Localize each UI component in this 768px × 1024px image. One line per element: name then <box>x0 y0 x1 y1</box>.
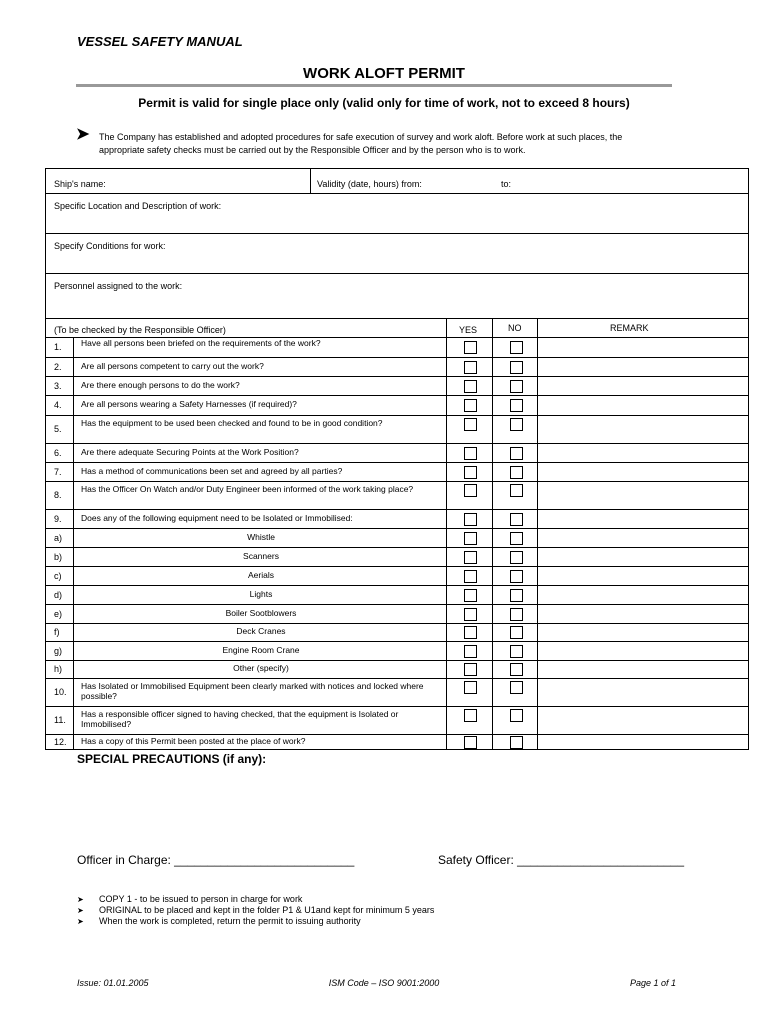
note-item: ➤ When the work is completed, return the permit to issuing authority <box>77 916 361 926</box>
row-number: a) <box>54 532 63 543</box>
row-divider <box>46 678 748 679</box>
row-divider <box>46 604 748 605</box>
row-divider <box>46 547 748 548</box>
officer-in-charge-signature: Officer in Charge: ___________________________ <box>77 853 355 867</box>
note-item: ➤ COPY 1 - to be issued to person in charge for work <box>77 894 303 904</box>
equipment-item: Engine Room Crane <box>222 644 300 655</box>
question-column-line <box>446 318 447 750</box>
yes-checkbox[interactable] <box>464 709 477 722</box>
no-checkbox[interactable] <box>510 380 523 393</box>
divider <box>46 273 748 274</box>
distribution-notes <box>77 894 434 927</box>
checklist-header-label: (To be checked by the Responsible Officer) <box>54 325 226 335</box>
safety-officer-signature: Safety Officer: _________________________ <box>438 853 684 867</box>
yes-checkbox[interactable] <box>464 447 477 460</box>
row-number: 11. <box>54 715 66 725</box>
yes-checkbox[interactable] <box>464 341 477 354</box>
no-checkbox[interactable] <box>510 532 523 545</box>
row-number: 8. <box>54 490 62 500</box>
row-number: c) <box>54 570 62 581</box>
row-number: 7. <box>54 466 62 477</box>
no-checkbox[interactable] <box>510 645 523 658</box>
intro-paragraph: The Company has established and adopted procedures for safe execution of survey and work aloft. Before work at such places, the appropriate safety checks must be carried out by the Responsible Officer and by the person who is to work. <box>99 132 623 155</box>
row-number: 4. <box>54 400 62 410</box>
row-divider <box>46 376 748 377</box>
yes-column-line <box>492 318 493 750</box>
location-label: Specific Location and Description of work: <box>54 201 222 211</box>
no-checkbox[interactable] <box>510 551 523 564</box>
row-number: e) <box>54 608 63 619</box>
title-underline <box>76 84 672 87</box>
equipment-item: Scanners <box>243 550 279 561</box>
row-divider <box>46 481 748 482</box>
divider <box>46 193 748 194</box>
row-number: 10. <box>54 687 67 697</box>
yes-checkbox[interactable] <box>464 466 477 479</box>
row-number: 12. <box>54 737 67 747</box>
yes-checkbox[interactable] <box>464 645 477 658</box>
row-divider <box>46 623 748 624</box>
row-number: 5. <box>54 424 62 434</box>
yes-checkbox[interactable] <box>464 513 477 526</box>
yes-checkbox[interactable] <box>464 418 477 431</box>
yes-checkbox[interactable] <box>464 570 477 583</box>
checklist-question: Are all persons competent to carry out the work? <box>81 360 264 371</box>
no-checkbox[interactable] <box>510 418 523 431</box>
row-number: 2. <box>54 361 62 372</box>
no-checkbox[interactable] <box>510 570 523 583</box>
equipment-item: Whistle <box>247 531 275 542</box>
ships-name-label: Ship's name: <box>54 179 106 189</box>
field-divider <box>310 169 311 193</box>
checklist-question: Are all persons wearing a Safety Harnesses (if required)? <box>81 399 297 409</box>
page-title: WORK ALOFT PERMIT <box>303 65 465 82</box>
no-checkbox[interactable] <box>510 626 523 639</box>
personnel-label: Personnel assigned to the work: <box>54 281 183 291</box>
no-checkbox[interactable] <box>510 361 523 374</box>
row-divider <box>46 415 748 416</box>
row-divider <box>46 660 748 661</box>
no-checkbox[interactable] <box>510 681 523 694</box>
checklist-question: Has a responsible officer signed to having checked, that the equipment is Isolated or Immobilised? <box>81 709 399 729</box>
divider <box>46 318 748 319</box>
permit-form <box>45 168 749 750</box>
yes-checkbox[interactable] <box>464 361 477 374</box>
yes-checkbox[interactable] <box>464 608 477 621</box>
no-checkbox[interactable] <box>510 341 523 354</box>
checklist-question: Does any of the following equipment need to be Isolated or Immobilised: <box>81 512 353 523</box>
no-checkbox[interactable] <box>510 589 523 602</box>
validity-from-label: Validity (date, hours) from: <box>317 179 422 189</box>
arrow-bullet-icon: ➤ <box>77 917 84 926</box>
yes-checkbox[interactable] <box>464 380 477 393</box>
yes-checkbox[interactable] <box>464 626 477 639</box>
no-checkbox[interactable] <box>510 608 523 621</box>
equipment-item: Lights <box>249 588 273 599</box>
yes-checkbox[interactable] <box>464 532 477 545</box>
footer-page: Page 1 of 1 <box>629 978 676 988</box>
no-checkbox[interactable] <box>510 663 523 676</box>
equipment-item: Aerials <box>248 569 274 580</box>
row-divider <box>46 641 748 642</box>
no-checkbox[interactable] <box>510 513 523 526</box>
validity-to-label: to: <box>501 179 512 189</box>
row-number: f) <box>54 627 60 637</box>
row-divider <box>46 357 748 358</box>
no-checkbox[interactable] <box>510 736 523 749</box>
row-divider <box>46 585 748 586</box>
checklist-question: Have all persons been briefed on the requirements of the work? <box>81 338 321 348</box>
num-column-line <box>73 337 74 750</box>
yes-checkbox[interactable] <box>464 663 477 676</box>
equipment-item: Boiler Sootblowers <box>225 607 297 618</box>
checklist-question: Has a method of communications been set and agreed by all parties? <box>81 465 343 476</box>
row-divider <box>46 734 748 735</box>
yes-checkbox[interactable] <box>464 399 477 412</box>
yes-column-header: YES <box>459 325 478 335</box>
no-column-line <box>537 318 538 750</box>
no-checkbox[interactable] <box>510 484 523 497</box>
no-checkbox[interactable] <box>510 399 523 412</box>
arrow-bullet-icon: ➤ <box>77 895 84 904</box>
no-checkbox[interactable] <box>510 447 523 460</box>
row-number: 6. <box>54 447 62 458</box>
no-checkbox[interactable] <box>510 466 523 479</box>
footer-code: ISM Code – ISO 9001:2000 <box>328 978 440 988</box>
yes-checkbox[interactable] <box>464 589 477 602</box>
checklist-question: Has a copy of this Permit been posted at the place of work? <box>81 736 306 746</box>
checklist-question: Are there enough persons to do the work? <box>81 379 240 390</box>
checklist-question: Has the Officer On Watch and/or Duty Engineer been informed of the work taking place? <box>81 484 414 494</box>
row-number: 1. <box>54 342 62 352</box>
special-precautions-heading: SPECIAL PRECAUTIONS (if any): <box>77 752 267 766</box>
row-divider <box>46 462 748 463</box>
divider <box>46 233 748 234</box>
row-divider <box>46 528 748 529</box>
checklist-question: Has the equipment to be used been checked and found to be in good condition? <box>81 418 383 428</box>
row-number: 3. <box>54 380 62 391</box>
conditions-label: Specify Conditions for work: <box>54 241 166 251</box>
row-divider <box>46 443 748 444</box>
row-divider <box>46 509 748 510</box>
row-number: g) <box>54 645 63 656</box>
no-column-header: NO <box>508 323 522 333</box>
row-divider <box>46 566 748 567</box>
row-divider <box>46 395 748 396</box>
row-number: d) <box>54 589 63 600</box>
note-item: ➤ ORIGINAL to be placed and kept in the folder P1 & U1and kept for minimum 5 years <box>77 905 435 915</box>
row-number: b) <box>54 551 63 562</box>
checklist-question: Are there adequate Securing Points at the Work Position? <box>81 446 299 457</box>
checklist-question: Has Isolated or Immobilised Equipment been clearly marked with notices and locked where possible? <box>81 681 424 701</box>
row-number: 9. <box>54 513 62 524</box>
yes-checkbox[interactable] <box>464 736 477 749</box>
validity-subtitle: Permit is valid for single place only (valid only for time of work, not to exceed 8 hours) <box>138 96 630 110</box>
manual-header: VESSEL SAFETY MANUAL <box>77 34 243 49</box>
row-divider <box>46 706 748 707</box>
equipment-item: Deck Cranes <box>236 626 286 636</box>
arrow-bullet-icon: ➤ <box>77 906 84 915</box>
yes-checkbox[interactable] <box>464 484 477 497</box>
row-number: h) <box>54 664 63 674</box>
yes-checkbox[interactable] <box>464 551 477 564</box>
no-checkbox[interactable] <box>510 709 523 722</box>
arrow-bullet-icon: ➤ <box>76 126 90 143</box>
footer-issue: Issue: 01.01.2005 <box>77 978 149 988</box>
yes-checkbox[interactable] <box>464 681 477 694</box>
equipment-item: Other (specify) <box>233 663 289 673</box>
remark-column-header: REMARK <box>610 323 649 333</box>
